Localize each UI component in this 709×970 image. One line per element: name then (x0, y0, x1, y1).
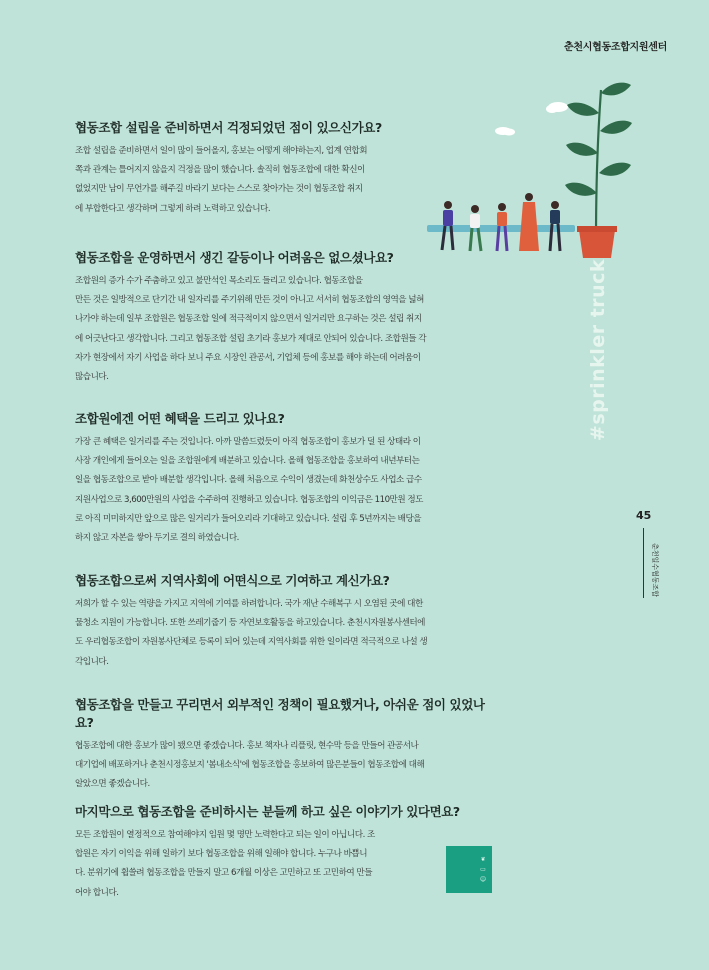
answer-text (75, 826, 440, 903)
question-heading: 협동조합을 운영하면서 생긴 갈등이나 어려움은 없으셨나요? (75, 250, 394, 265)
question-heading: 조합원에겐 어떤 혜택을 드리고 있나요? (75, 411, 285, 426)
answer-line: 하지 않고 자본을 쌓아 두기로 결의 하였습니다. (75, 533, 239, 544)
hashtag-vertical-text: #sprinkler truck (587, 258, 609, 442)
teamwork-plant-illustration (415, 75, 645, 275)
answer-line: 많습니다. (75, 372, 109, 383)
answer-text (75, 595, 500, 672)
leaf-icon: ❦ (480, 856, 486, 863)
question-heading: 마지막으로 협동조합을 준비하시는 분들께 하고 싶은 이야기가 있다면요? (75, 804, 460, 819)
answer-line: 협동조합에 대한 홍보가 많이 됐으면 좋겠습니다. 홍보 책자나 리플릿, 현수막 등을 만들어 관공서나 (75, 741, 419, 751)
header-org-name: 춘천시협동조합지원센터 (564, 42, 667, 53)
answer-line: 일을 협동조합으로 받아 배분할 생각입니다. 올해 처음으로 수익이 생겼는데 화천상수도 사업소 급수 (75, 475, 422, 486)
answer-line: 자가 현장에서 자기 사업을 하다 보니 주요 시장인 관공서, 기업체 등에 홍보를 해야 하는데 어려움이 (75, 352, 421, 363)
answer-line: 사장 개인에게 들어오는 일을 조합원에게 배분하고 있습니다. 올해 협동조합을 홍보하여 내년부터는 (75, 456, 420, 467)
answer-line: 에 부합한다고 생각하며 그렇게 하려 노력하고 있습니다. (75, 203, 271, 214)
qa-block-3 (75, 409, 500, 548)
question-heading: 협동조합을 만들고 꾸리면서 외부적인 정책이 필요했거나, 아쉬운 점이 있었나요? (75, 697, 485, 730)
qa-block-6 (75, 802, 460, 903)
answer-line: 가장 큰 혜택은 일거리를 주는 것입니다. 아까 말씀드렸듯이 아직 협동조합이 홍보가 덜 된 상태라 이 (75, 437, 421, 447)
answer-line: 로 아직 미미하지만 앞으로 많은 일거리가 들어오리라 기대하고 있습니다. 설립 후 5년까지는 배당을 (75, 513, 422, 524)
person-icon: ☺ (479, 876, 487, 883)
answer-line: 다. 분위기에 휩쓸려 협동조합을 만들지 말고 6개월 이상은 고민하고 또 고민하여 만들 (75, 868, 373, 879)
answer-line: 알았으면 좋겠습니다. (75, 779, 150, 790)
question-heading: 협동조합으로써 지역사회에 어떤식으로 기여하고 계신가요? (75, 573, 390, 588)
answer-line: 조합원의 증가 수가 주춤하고 있고 불만석인 목소리도 들리고 있습니다. 협동조합을 (75, 276, 363, 286)
green-badge (446, 846, 492, 893)
answer-line: 대기업에 배포하거나 춘천시정홍보지 '봄내소식'에 협동조합을 홍보하여 많은분들이 협동조합에 대해 (75, 760, 425, 771)
qa-block-4 (75, 571, 500, 672)
tablet-icon: ▭ (480, 866, 486, 873)
answer-text (75, 433, 500, 548)
answer-line: 합원은 자기 이익을 위해 일하기 보다 협동조합을 위해 일해야 합니다. 누구나 바쁩니 (75, 849, 368, 860)
answer-line: 저희가 할 수 있는 역량을 가지고 지역에 기여를 하려합니다. 국가 재난 수해복구 시 오염된 곳에 대한 (75, 599, 423, 609)
answer-line: 에 어긋난다고 생각합니다. 그리고 협동조합 설립 초기라 홍보가 제대로 안되어 있습니다. 조합원들 각 (75, 333, 427, 344)
question-heading: 협동조합 설립을 준비하면서 걱정되었던 점이 있으신가요? (75, 120, 382, 135)
answer-line: 만든 것은 일방적으로 단기간 내 일자리를 주기위해 만든 것이 아니고 서서히 협동조합의 영역을 넓혀 (75, 295, 424, 306)
section-side-label: 춘천일수협동조합 (651, 542, 659, 598)
answer-line: 없었지만 남이 무언가를 해주길 바라기 보다는 스스로 찾아가는 것이 협동조합 취지 (75, 184, 363, 195)
cloud-icon (495, 102, 568, 136)
answer-line: 조합 설립을 준비하면서 일이 많이 들어올지, 홍보는 어떻게 해야하는지, 업계 연합회 (75, 146, 368, 156)
answer-line: 지원사업으로 3,600만원의 사업을 수주하여 진행하고 있습니다. 협동조합의 이익금은 110만원 정도 (75, 494, 423, 505)
answer-line: 물청소 지원이 가능합니다. 또한 쓰레기줍기 등 자연보호활동을 하고있습니다. 춘천시자원봉사센터에 (75, 618, 425, 629)
answer-line: 쪽과 관계는 틀어지지 않을지 걱정을 많이 했습니다. 솔직히 협동조합에 대한 확신이 (75, 165, 365, 176)
answer-line: 각입니다. (75, 656, 109, 667)
answer-line: 어야 합니다. (75, 887, 119, 898)
qa-block-5 (75, 695, 500, 795)
page-number: 45 (636, 509, 652, 522)
answer-text (75, 272, 500, 387)
answer-text (75, 737, 500, 795)
answer-line: 모든 조합원이 열정적으로 참여해야지 임원 몇 명만 노력한다고 되는 일이 아닙니다. 조 (75, 830, 375, 840)
people-group (442, 193, 560, 251)
answer-line: 도 우리협동조합이 자원봉사단체로 등록이 되어 있는데 지역사회를 위한 일이라면 적극적으로 나설 생 (75, 637, 428, 648)
answer-line: 나가야 하는데 일부 조합원은 협동조합 일에 적극적이지 않으면서 일거리만 요구하는 것은 설립 취지 (75, 314, 422, 325)
